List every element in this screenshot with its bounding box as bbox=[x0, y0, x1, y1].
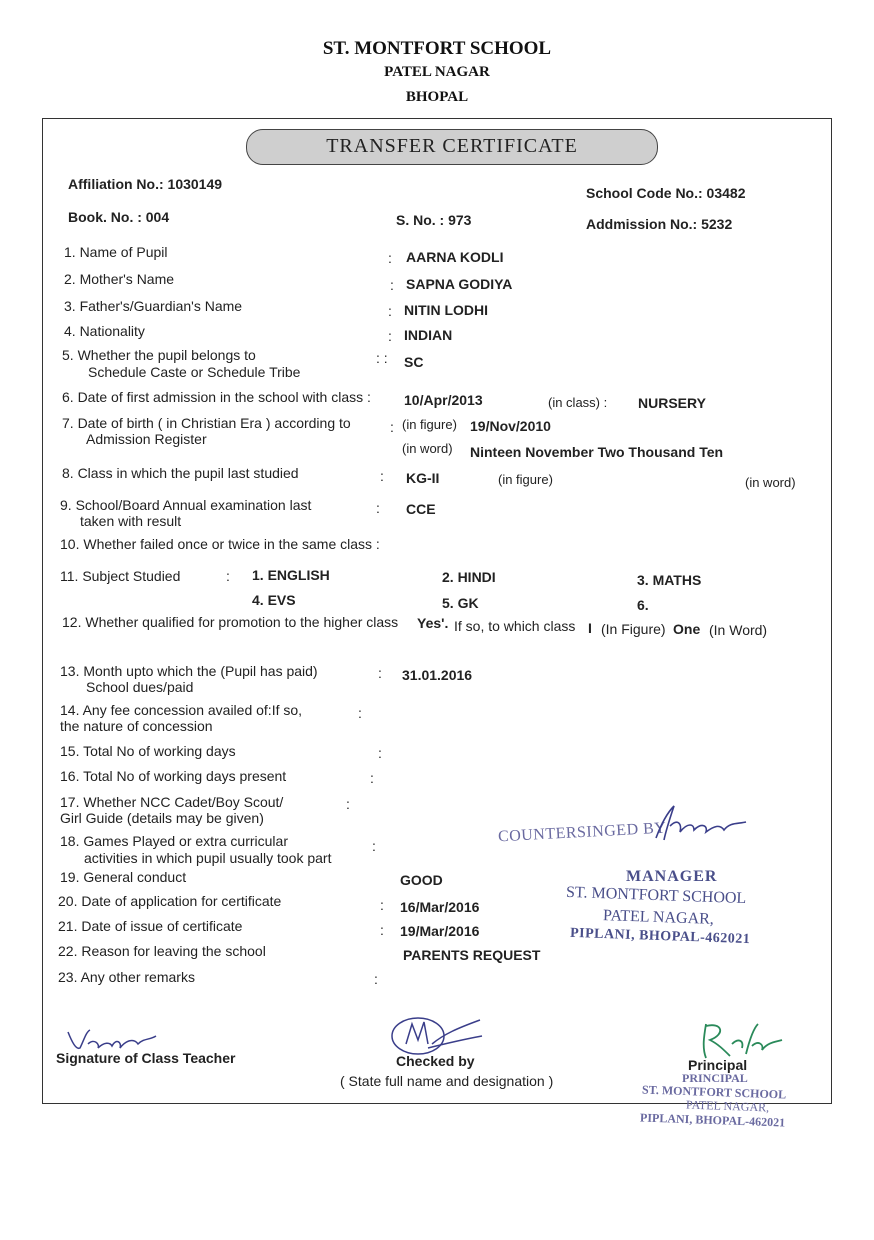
colon: : bbox=[370, 770, 374, 786]
affiliation-no: Affiliation No.: 1030149 bbox=[68, 176, 223, 192]
field-label: 19. General conduct bbox=[60, 869, 187, 885]
school-city: BHOPAL bbox=[405, 89, 469, 105]
field-label: 1. Name of Pupil bbox=[64, 244, 168, 260]
field-label: 5. Whether the pupil belongs to bbox=[62, 347, 256, 363]
field-label-cont: taken with result bbox=[80, 513, 182, 529]
field-label: 12. Whether qualified for promotion to the higher class bbox=[62, 614, 399, 630]
field-label-cont: School dues/paid bbox=[86, 679, 194, 695]
subject-5: 5. GK bbox=[442, 595, 479, 611]
field-label-cont: activities in which pupil usually took part bbox=[84, 850, 332, 866]
field-label: 17. Whether NCC Cadet/Boy Scout/ bbox=[60, 794, 284, 810]
issue-date: 19/Mar/2016 bbox=[400, 923, 480, 939]
nationality: INDIAN bbox=[404, 327, 453, 343]
manager-signature bbox=[648, 800, 753, 845]
subject-1: 1. ENGLISH bbox=[252, 567, 330, 583]
manager-stamp-line: PIPLANI, BHOPAL-462021 bbox=[569, 925, 751, 948]
admission-class: NURSERY bbox=[638, 395, 706, 411]
field-label: 16. Total No of working days present bbox=[60, 768, 287, 784]
field-label: 10. Whether failed once or twice in the same class : bbox=[60, 536, 380, 552]
checked-by-label: Checked by bbox=[396, 1053, 475, 1069]
serial-no: S. No. : 973 bbox=[396, 212, 472, 228]
in-figure-label: (In Figure) bbox=[601, 621, 666, 637]
subject-3: 3. MATHS bbox=[637, 572, 702, 588]
subject-6: 6. bbox=[637, 597, 649, 613]
field-label: 9. School/Board Annual examination last bbox=[60, 497, 312, 513]
promotion-class-word: One bbox=[673, 621, 701, 637]
school-area: PATEL NAGAR bbox=[384, 64, 490, 80]
promotion-class-figure: I bbox=[588, 620, 592, 636]
in-word-label: (in word) bbox=[402, 441, 453, 456]
certificate-title: TRANSFER CERTIFICATE bbox=[246, 129, 658, 165]
mother-name: SAPNA GODIYA bbox=[406, 276, 513, 292]
application-date: 16/Mar/2016 bbox=[400, 899, 480, 915]
general-conduct: GOOD bbox=[400, 872, 443, 888]
subject-2: 2. HINDI bbox=[442, 569, 496, 585]
promotion-question: If so, to which class bbox=[454, 618, 576, 634]
dob-word: Ninteen November Two Thousand Ten bbox=[470, 444, 724, 460]
school-code: School Code No.: 03482 bbox=[586, 185, 746, 201]
field-label: 11. Subject Studied bbox=[60, 568, 181, 584]
field-label: 15. Total No of working days bbox=[60, 743, 236, 759]
principal-stamp-line: PRINCIPAL bbox=[682, 1071, 748, 1085]
field-label: 3. Father's/Guardian's Name bbox=[64, 298, 243, 314]
colon: : bbox=[372, 838, 376, 854]
field-label: 20. Date of application for certificate bbox=[58, 893, 282, 909]
colon: : bbox=[390, 419, 394, 435]
field-label: 6. Date of first admission in the school with class : bbox=[62, 389, 371, 405]
countersigned-stamp: COUNTERSINGED BY bbox=[497, 819, 667, 846]
colon: : bbox=[380, 897, 384, 913]
in-figure-label: (in figure) bbox=[402, 417, 457, 432]
colon: : : bbox=[376, 350, 388, 366]
dob-figure: 19/Nov/2010 bbox=[470, 418, 551, 434]
principal-stamp-line: ST. MONTFORT SCHOOL bbox=[641, 1082, 787, 1102]
caste: SC bbox=[404, 354, 424, 370]
promotion-yes: Yes'. bbox=[417, 615, 449, 631]
book-no: Book. No. : 004 bbox=[68, 209, 170, 225]
checker-signature bbox=[388, 1014, 488, 1058]
colon: : bbox=[388, 250, 392, 266]
field-label-cont: the nature of concession bbox=[60, 718, 213, 734]
in-figure-label: (in figure) bbox=[498, 472, 553, 487]
father-name: NITIN LODHI bbox=[404, 302, 488, 318]
in-word-label: (in word) bbox=[745, 475, 796, 490]
colon: : bbox=[376, 500, 380, 516]
field-label: 23. Any other remarks bbox=[58, 969, 195, 985]
field-label: 18. Games Played or extra curricular bbox=[60, 833, 288, 849]
colon: : bbox=[378, 665, 382, 681]
colon: : bbox=[358, 705, 362, 721]
colon: : bbox=[226, 568, 230, 584]
manager-stamp-line: ST. MONTFORT SCHOOL bbox=[565, 883, 747, 908]
colon: : bbox=[380, 922, 384, 938]
subject-4: 4. EVS bbox=[252, 592, 296, 608]
principal-stamp-line: PIPLANI, BHOPAL-462021 bbox=[639, 1110, 786, 1130]
principal-stamp-line: PATEL NAGAR, bbox=[685, 1097, 770, 1115]
first-admission-date: 10/Apr/2013 bbox=[404, 392, 483, 408]
exam-result: CCE bbox=[406, 501, 436, 517]
in-word-label: (In Word) bbox=[709, 622, 768, 638]
field-label: 4. Nationality bbox=[64, 323, 145, 339]
dues-paid-upto: 31.01.2016 bbox=[402, 667, 473, 683]
designation-note: ( State full name and designation ) bbox=[340, 1073, 554, 1089]
field-label: 22. Reason for leaving the school bbox=[58, 943, 266, 959]
field-label: 13. Month upto which the (Pupil has paid) bbox=[60, 663, 318, 679]
admission-no: Addmission No.: 5232 bbox=[586, 216, 733, 232]
class-teacher-label: Signature of Class Teacher bbox=[56, 1050, 236, 1066]
school-name: ST. MONTFORT SCHOOL bbox=[322, 38, 552, 59]
colon: : bbox=[388, 328, 392, 344]
principal-label: Principal bbox=[688, 1057, 748, 1073]
field-label-cont: Admission Register bbox=[86, 431, 207, 447]
colon: : bbox=[374, 971, 378, 987]
last-class: KG-II bbox=[406, 470, 440, 486]
field-label: 7. Date of birth ( in Christian Era ) according to bbox=[62, 415, 351, 431]
colon: : bbox=[346, 796, 350, 812]
leaving-reason: PARENTS REQUEST bbox=[403, 947, 541, 963]
field-label: 2. Mother's Name bbox=[64, 271, 175, 287]
colon: : bbox=[378, 745, 382, 761]
colon: : bbox=[390, 277, 394, 293]
manager-stamp-line: PATEL NAGAR, bbox=[602, 907, 715, 928]
pupil-name: AARNA KODLI bbox=[406, 249, 504, 265]
colon: : bbox=[388, 303, 392, 319]
manager-stamp-line: MANAGER bbox=[626, 868, 718, 885]
in-class-label: (in class) : bbox=[548, 395, 608, 410]
field-label: 21. Date of issue of certificate bbox=[58, 918, 243, 934]
colon: : bbox=[380, 468, 384, 484]
field-label: 8. Class in which the pupil last studied bbox=[62, 465, 299, 481]
field-label-cont: Girl Guide (details may be given) bbox=[60, 810, 264, 826]
field-label: 14. Any fee concession availed of:If so, bbox=[60, 702, 303, 718]
field-label-cont: Schedule Caste or Schedule Tribe bbox=[88, 364, 301, 380]
